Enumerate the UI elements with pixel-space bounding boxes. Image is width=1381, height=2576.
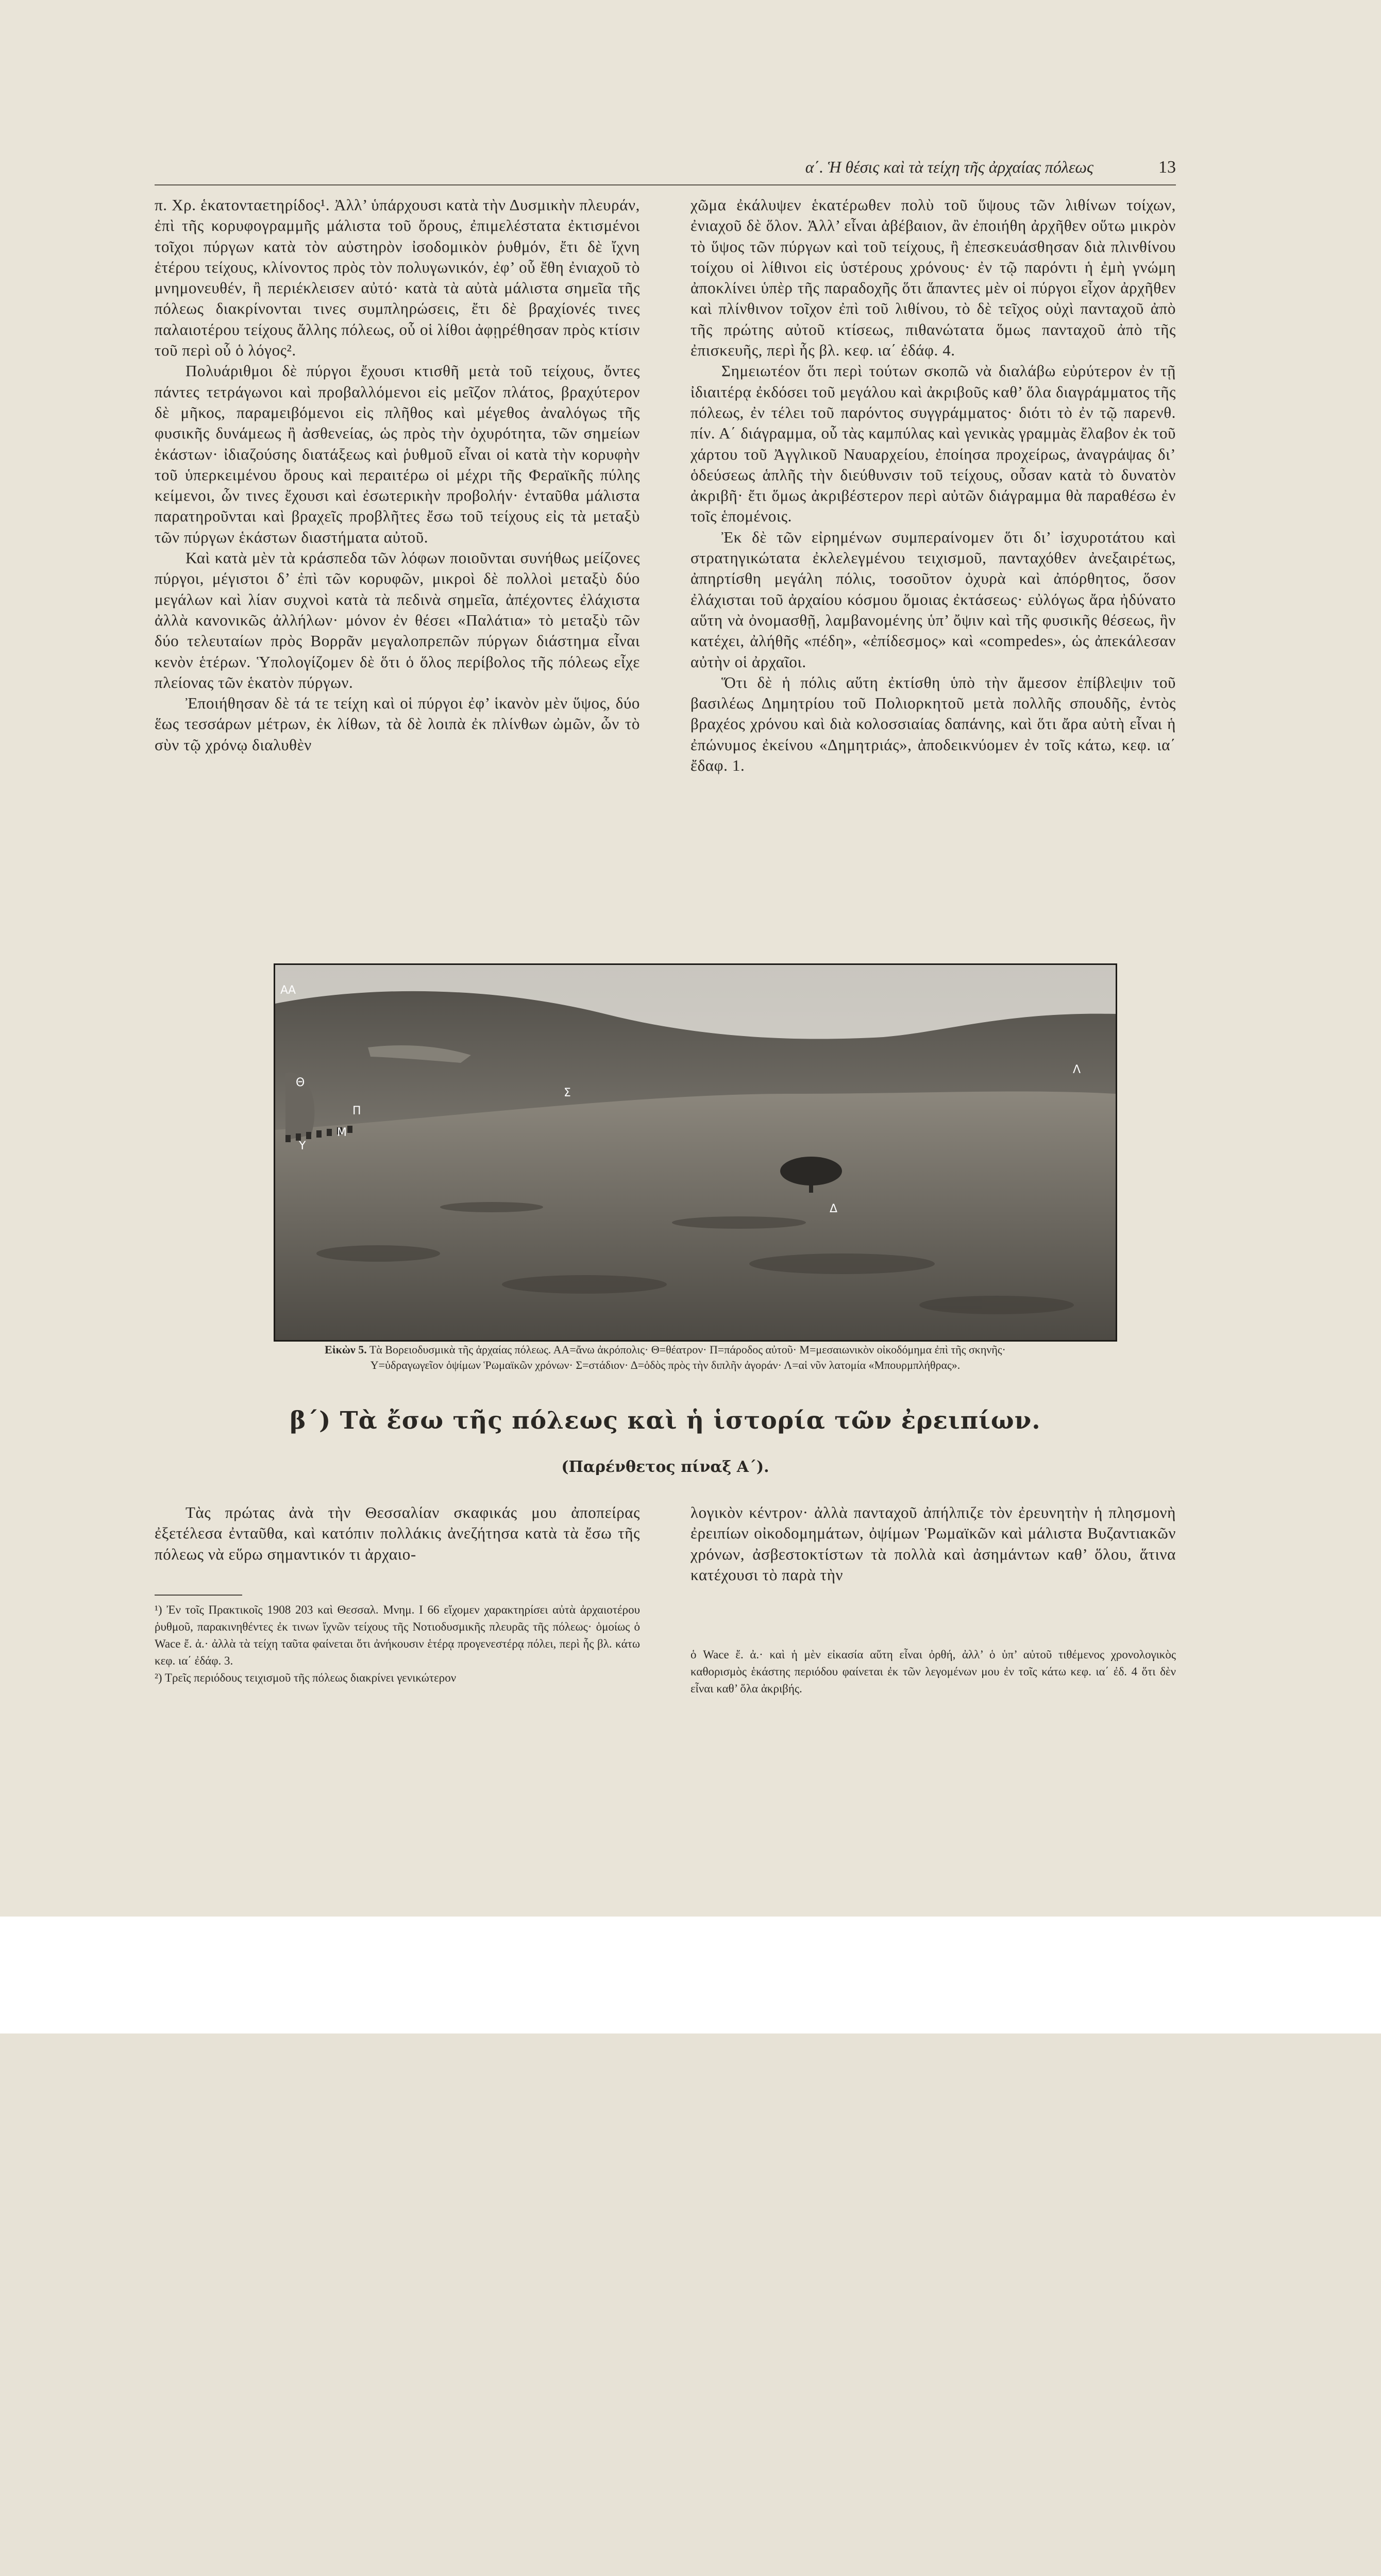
- running-header: [155, 158, 1176, 182]
- right-paragraph: Ὅτι δὲ ἡ πόλις αὕτη ἐκτίσθη ὑπὸ τὴν ἄμεσον ἐπίβλεψιν τοῦ βασιλέως Δημητρίου τοῦ Πολιορκητοῦ μετὰ πολλῆς σπουδῆς, ἐντὸς βραχέος χρόνου καὶ διὰ κολοσσιαίας δαπάνης, καὶ ὅτι ἄρα αὐτὴ εἶναι ἡ ἐπώνυμος ἐκείνου «Δημητριάς», ἀποδεικνύομεν ἐν τοῖς κάτω, κεφ. ια΄ ἔδαφ. 1.: [690, 673, 1176, 775]
- section-title: β΄) Τὰ ἔσω τῆς πόλεως καὶ ἡ ἱστορία τῶν ἐρειπίων.: [290, 1406, 1041, 1435]
- caption-line-1: Τὰ Βορειοδυσμικὰ τῆς ἀρχαίας πόλεως. ΑΑ=ἄνω ἀκρόπολις· Θ=θέατρον· Π=πάροδος αὐτοῦ· Μ=μεσαιωνικὸν οἰκοδόμημα ἐπὶ τῆς σκηνῆς·: [369, 1343, 1006, 1356]
- page-number: 13: [1158, 158, 1176, 177]
- lower-right-paragraph: λογικὸν κέντρον· ἀλλὰ πανταχοῦ ἀπήλπιζε τὸν ἐρευνητὴν ἡ πλησμονὴ ἐρειπίων οἰκοδομημάτων, ὀψίμων Ῥωμαϊκῶν καὶ μάλιστα Βυζαντιακῶν χρόνων, ἀσβεστοκτίστων τὰ πολλὰ καὶ ἀσημάντων καθ’ ὅλου, ἅτινα κατέχουσι τὸ παρὰ τὴν: [690, 1503, 1176, 1584]
- label-theta: Θ: [296, 1076, 305, 1089]
- footnote: ¹) Ἐν τοῖς Πρακτικοῖς 1908 203 καὶ Θεσσαλ. Μνημ. Ι 66 εἴχομεν χαρακτηρίσει αὐτὰ ἀρχαιοτέρου ῥυθμοῦ, παρακινηθέντες ἐκ τινων ἴχνῶν τείχους τῆς Νοτιοδυσμικῆς πλευρᾶς τῆς πόλεως· ὁμοίως ὁ Wace ἔ. ἀ.· ἀλλὰ τὰ τείχη ταῦτα φαίνεται ὅτι ἀνήκουσιν ἑτέρᾳ προγενεστέρᾳ πόλει, περὶ ἧς βλ. κάτω κεφ. ια΄ ἐδάφ. 3.: [155, 1603, 640, 1667]
- right-paragraph: Σημειωτέον ὅτι περὶ τούτων σκοπῶ νὰ διαλάβω εὐρύτερον ἐν τῇ ἰδιαιτέρᾳ ἐκδόσει τοῦ μεγάλου καὶ ἀκριβοῦς καθ’ ὅλα διαγράμματος τῆς πόλεως, ἐν τέλει τοῦ παρόντος συγγράμματος· διότι τὸ ἐν τῷ παρενθ. πίν. Α΄ διάγραμμα, οὗ τὰς καμπύλας καὶ γενικὰς γραμμὰς ἔλαβον ἐκ τοῦ χάρτου τοῦ Ἀγγλικοῦ Ναυαρχείου, ἐποίησα προχείρως, ἀναγράψας δι’ ὁδεύσεως ἁπλῆς τὴν διεύθυνσιν τοῦ τείχους, οὖσαν κατὰ τὸ δυνατὸν ἀκριβῆ· ἔτι ὅμως ἀκριβέστερον περὶ αὐτῶν διάγραμμα θὰ παραθέσω ἐν τοῖς ἑπομένοις.: [690, 362, 1176, 526]
- header-rule: [155, 184, 1176, 185]
- footer-bar: [0, 1917, 1381, 2033]
- left-paragraph: Πολυάριθμοι δὲ πύργοι ἔχουσι κτισθῆ μετὰ τοῦ τείχους, ὄντες πάντες τετράγωνοι καὶ προβαλλόμενοι εἰς μεῖζον πλάτος, βραχύτερον δὲ μῆκος, παραμειβόμενοι εἰς πλῆθος καὶ μέγεθος ἀναλόγως τῆς φυσικῆς δυνάμεως ἢ ἀσθενείας, ὡς πρὸς τὴν ὀχυρότητα, τῶν σημείων ἑκάστων· ἰδιαζούσης διατάξεως καὶ ῥυθμοῦ εἶναι οἱ κατὰ τὴν κορυφὴν τοῦ ὑπερκειμένου ὄρους καὶ περαιτέρω οἱ μέχρι τῆς Φεραϊκῆς πύλης κείμενοι, ὧν τινες ἔχουσι καὶ ἐσωτερικὴν προβολήν· ἐνταῦθα μάλιστα παρατηροῦνται καὶ βραχεῖς προβλῆτες ἔσω τοῦ τείχους εἰς τὰ μεταξὺ τῶν πύργων ἑκάστων διαστήματα αὐτοῦ.: [155, 362, 640, 546]
- lower-left-paragraph: Τὰς πρώτας ἀνὰ τὴν Θεσσαλίαν σκαφικάς μου ἀποπείρας ἐξετέλεσα ἐνταῦθα, καὶ κατόπιν πολλάκις ἀνεζήτησα κατὰ τὰ ἔσω τῆς πόλεως νὰ εὕρω σημαντικόν τι ἀρχαιο-: [155, 1503, 640, 1563]
- figure-caption: [155, 1342, 1176, 1373]
- footnotes-left: [155, 1601, 640, 1686]
- label-AA: ΑΑ: [280, 984, 296, 997]
- footnote: ²) Τρεῖς περιόδους τειχισμοῦ τῆς πόλεως διακρίνει γενικώτερον: [155, 1671, 457, 1684]
- right-paragraph: χῶμα ἐκάλυψεν ἑκατέρωθεν πολὺ τοῦ ὕψους τῶν λιθίνων τοίχων, ἐνιαχοῦ δὲ ὅλον. Ἀλλ’ εἶναι ἀβέβαιον, ἂν ἐποιήθη ἀρχῆθεν οὕτω μικρὸν τὸ ὕψος τῶν πύργων καὶ τοῦ τείχους, ἢ ἐπεσκευάσθησαν διὰ πλινθίνου τοίχου οἱ λίθινοι εἰς ὑστέρους χρόνους· ἐν τῷ παρόντι ἡ ἐμὴ γνώμη ἀποκλίνει ὑπὲρ τῆς παραδοχῆς ὅτι ἅπαντες μὲν οἱ πύργοι εἶχον ἀρχῆθεν καὶ πλίνθινον τοῖχον ἐπὶ τοῦ λιθίνου, τὸ δὲ τεῖχος οὐχὶ πανταχοῦ ἀπὸ τῆς πρώτης αὐτοῦ κτίσεως, πιθανώτατα ὅμως πανταχοῦ ἀπὸ τῆς ἐπισκευῆς, περὶ ἧς βλ. κεφ. ια΄ ἐδάφ. 4.: [690, 196, 1176, 360]
- label-sigma: Σ: [564, 1087, 571, 1099]
- lower-left-column: [155, 1502, 640, 1565]
- label-lambda: Λ: [1073, 1063, 1081, 1076]
- label-upsilon: Υ: [299, 1140, 306, 1153]
- photo-drawing: [275, 965, 1116, 1340]
- caption-line-2: Υ=ὑδραγωγεῖον ὀψίμων Ῥωμαϊκῶν χρόνων· Σ=στάδιον· Δ=ὁδὸς πρὸς τὴν διπλῆν ἀγοράν· Λ=αἱ νῦν λατομία «Μπουρμπλήθρας».: [370, 1359, 961, 1371]
- landscape-photograph: [274, 963, 1117, 1342]
- footnotes-right: [690, 1646, 1176, 1697]
- label-delta: Δ: [830, 1202, 838, 1215]
- footnote-continued: ὁ Wace ἔ. ἀ.· καὶ ἡ μὲν εἰκασία αὕτη εἶναι ὀρθή, ἀλλ’ ὁ ὑπ’ αὐτοῦ τιθέμενος χρονολογικὸς καθορισμὸς ἑκάστης περιόδου φαίνεται ἐκ τῶν λεγομένων μου ἐν τοῖς κάτω κεφ. ια΄ ἐδ. 4 ὅτι δὲν εἶναι καθ’ ὅλα ἀκριβής.: [690, 1648, 1176, 1695]
- left-paragraph: π. Χρ. ἑκατονταετηρίδος¹. Ἀλλ’ ὑπάρχουσι κατὰ τὴν Δυσμικὴν πλευράν, ἐπὶ τῆς κορυφογραμμῆς μάλιστα τοῦ ὄρους, ἐπιμελέστατα ἐκτισμένοι τοῖχοι πύργων κατὰ τὸν αὐστηρὸν ἰσοδομικὸν ῥυθμόν, ἔτι δὲ ἴχνη ἑτέρου τείχους, κλίνοντος πρὸς τὸν πολυγωνικόν, ἐφ’ οὗ ἔθη ἐνιαχοῦ τὸ μνημονευθέν, ἢ περιέκλεισεν αὐτό· κατὰ τὰ αὐτὰ μάλιστα σημεῖα τῆς πόλεως διακρίνονται τινες συμπληρώσεις, ἔτι δὲ βραχίονές τινες παλαιοτέρου τείχους ἄλλης πόλεως, οὗ οἱ λίθοι ἀφῃρέθησαν πρὸς κτίσιν τοῦ περὶ οὗ ὁ λόγος².: [155, 196, 640, 360]
- tree: [780, 1157, 842, 1185]
- plate-note: (Παρένθετος πίναξ Α΄).: [561, 1458, 769, 1476]
- lower-right-column: [690, 1502, 1176, 1585]
- running-title: α΄. Ἡ θέσις καὶ τὰ τείχη τῆς ἀρχαίας πόλεως: [805, 158, 1093, 176]
- label-pi: Π: [352, 1105, 361, 1117]
- right-column: [690, 195, 1176, 776]
- footnote-rule: [155, 1595, 242, 1596]
- right-paragraph: Ἐκ δὲ τῶν εἰρημένων συμπεραίνομεν ὅτι δι’ ἰσχυροτάτου καὶ στρατηγικώτατα ἐκλελεγμένου τειχισμοῦ, πανταχόθεν ἀνεξαιρέτως, ἀπηρτίσθη μεγάλη πόλις, τοσοῦτον ὀχυρὰ καὶ ἀπόρθητος, ὅσον ἐλάχισται τοῦ ἀρχαίου κόσμου ὅμοιας ἐκτάσεως· εὐλόγως ἄρα ἠδύνατο αὕτη νὰ ὀνομασθῇ, λαμβανομένης ὑπ’ ὄψιν καὶ τῆς φυσικῆς θέσεως, ἣν κατέχει, ἀλήθῆς «πέδη», «ἐπίδεσμος» καὶ «compedes», ὡς ἀπεκάλεσαν αὐτὴν οἱ ἀρχαῖοι.: [690, 528, 1176, 671]
- caption-lead: Εἰκὼν 5.: [325, 1343, 367, 1356]
- label-mu: Μ: [337, 1126, 347, 1139]
- left-paragraph: Καὶ κατὰ μὲν τὰ κράσπεδα τῶν λόφων ποιοῦνται συνήθως μείζονες πύργοι, μέγιστοι δ’ ἐπὶ τῶν κορυφῶν, μικροὶ δὲ πολλοὶ μεταξὺ δύο μεγάλων καὶ λίαν συχνοὶ κατὰ τὰ πεδινὰ σημεῖα, ἀπέχοντες ἐλάχιστα ἀλλὰ κανονικῶς ἀλλήλων· μόνον ἐν θέσει «Παλάτια» τὸ μεταξὺ τῶν δύο τελευταίων πρὸς Βορρᾶν μεγαλοπρεπῶν πύργων διάστημα εἶναι κενὸν ἑτέρων. Ὑπολογίζομεν δὲ ὅτι ὁ ὅλος περίβολος τῆς πόλεως εἶχε πλείονας τῶν ἑκατὸν πύργων.: [155, 549, 640, 691]
- left-paragraph: Ἐποιήθησαν δὲ τά τε τείχη καὶ οἱ πύργοι ἐφ’ ἱκανὸν μὲν ὕψος, δύο ἕως τεσσάρων μέτρων, ἐκ λίθων, τὰ δὲ λοιπὰ ἐκ πλίνθων ὠμῶν, ὧν τὸ σὺν τῷ χρόνῳ διαλυθὲν: [155, 694, 640, 754]
- left-column: [155, 195, 640, 755]
